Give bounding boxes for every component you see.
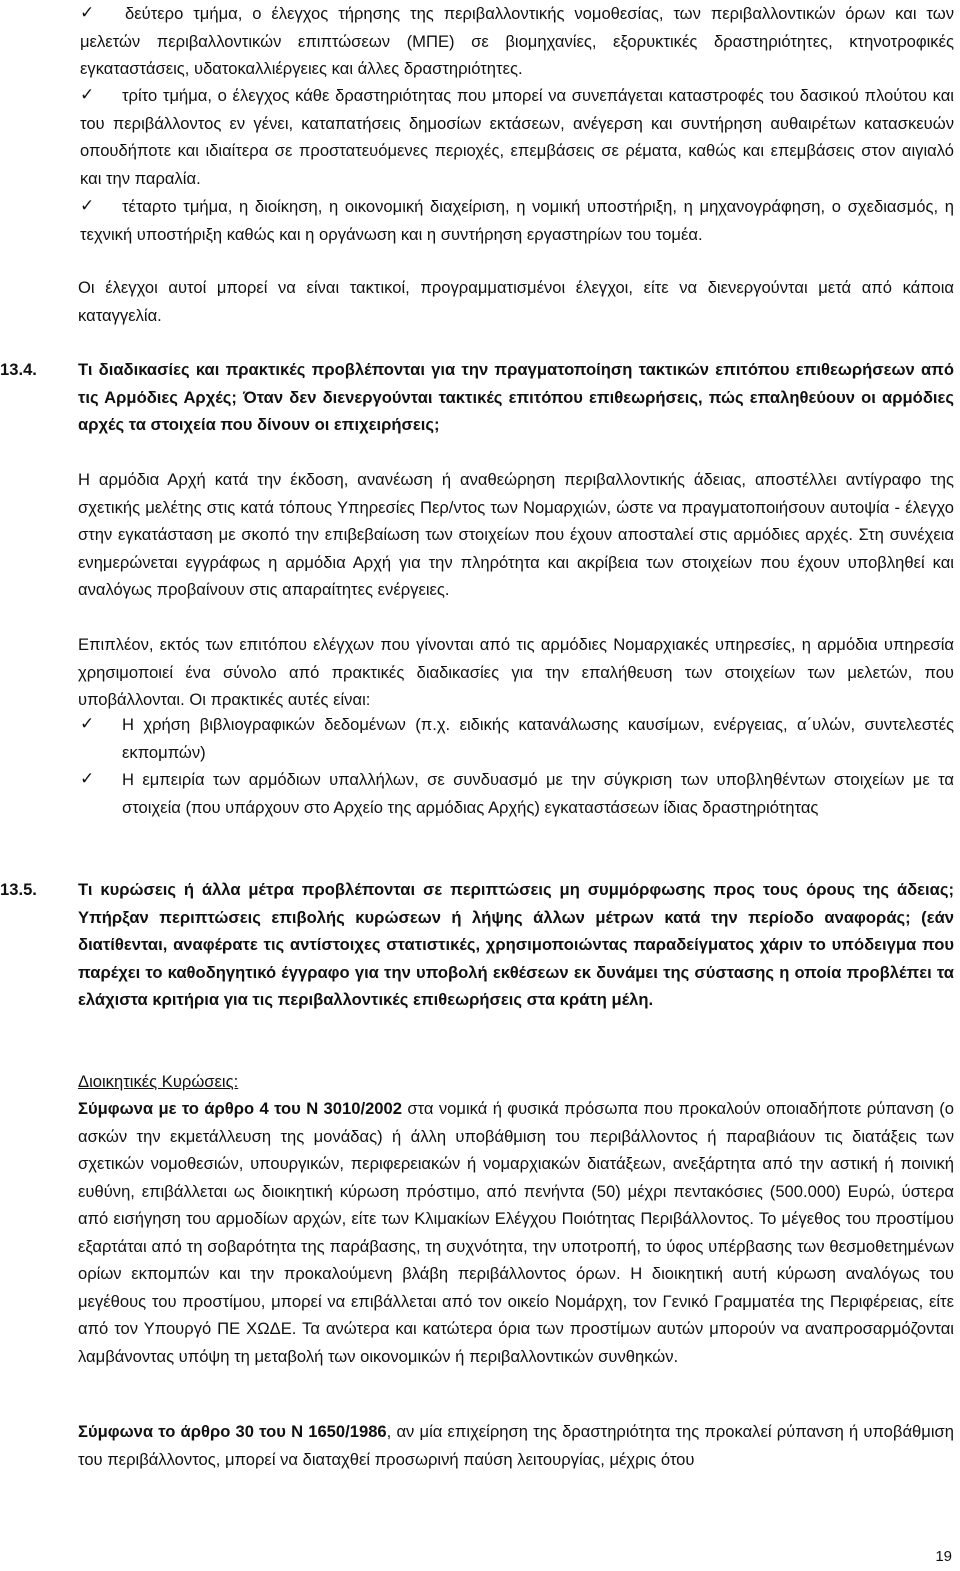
bullet-item: Η χρήση βιβλιογραφικών δεδομένων (π.χ. ειδικής κατανάλωσης καυσίμων, ενέργειας, α΄υλών, συντελεστές εκπομπών) — [122, 715, 954, 762]
law-text: στα νομικά ή φυσικά πρόσωπα που προκαλούν οποιαδήποτε ρύπανση (ο ασκών την εκμετάλλευση της μονάδας) ή άλλη υποβάθμιση του περιβάλλοντος ή παραβιάουν τις διατάξεις των σχετικών νομοθεσιών, υπουργικών, περιφερειακών ή νομαρχιακών διατάξεων, ανεξάρτητα από την αστική ή ποινική ευθύνη, επιβάλλεται ως διοικητική κύρωση πρόστιμο, από πενήντα (50) μέχρι πεντακόσιες (500.000) Ευρώ, ύστερα από εισήγηση του αρμοδίων αρχών, είτε των Κλιμακίων Ελέγχου Ποιότητας Περιβάλλοντος. Το μέγεθος του προστίμου εξαρτάται από τη σοβαρότητα της παράβασης, τη συχνότητα, την υποτροπή, το ύφος υπέρβασης των θεσμοθετημένων ορίων εκπομπών και την προκαλούμενη βλάβη περιβάλλοντος όρων. Η διοικητική αυτή κύρωση αναλόγως του μεγέθους του προστίμου, μπορεί να επιβάλλεται από τον οικείο Νομάρχη, τον Γενικό Γραμματέα της Περιφέρειας, είτε από τον Υπουργό ΠΕ ΧΩΔΕ. Τα ανώτερα και κατώτερα όρια των προστίμων αυτών μπορούν να αναπροσαρμόζονται λαμβάνοντας υπόψη τη μεταβολή των οικονομικών ή περιβαλλοντικών συνθηκών. — [78, 1099, 954, 1366]
bullet-item: δεύτερο τμήμα, ο έλεγχος τήρησης της περιβαλλοντικής νομοθεσίας, των περιβαλλοντικών όρων και των μελετών περιβαλλοντικών επιπτώσεων (ΜΠΕ) σε βιομηχανίες, εξορυκτικές δραστηριότητες, κτηνοτροφικές εγκαταστάσεις, υδατοκαλλιέργειες και άλλες δραστηριότητες. — [80, 4, 954, 78]
paragraph: Επιπλέον, εκτός των επιτόπου ελέγχων που γίνονται από τις αρμόδιες Νομαρχιακές υπηρεσίες, η αρμόδια υπηρεσία χρησιμοποιεί ένα σύνολο από πρακτικές διαδικασίες για την επαλήθευση των στοιχείων των μελετών, που υποβάλλονται. Οι πρακτικές αυτές είναι: — [78, 635, 954, 709]
page-number: 19 — [935, 1548, 952, 1565]
checkmark-icon: ✓ — [80, 85, 95, 105]
checkmark-icon: ✓ — [80, 769, 95, 789]
checkmark-icon: ✓ — [80, 3, 95, 23]
bullet-item: Η εμπειρία των αρμόδιων υπαλλήλων, σε συνδυασμό με την σύγκριση των υποβληθέντων στοιχείων με τα στοιχεία (που υπάρχουν στο Αρχείο της αρμόδιας Αρχής) εγκαταστάσεων ίδιας δραστηριότητας — [122, 770, 954, 817]
section-question: Τι διαδικασίες και πρακτικές προβλέπονται για την πραγματοποίηση τακτικών επιτόπου επιθεωρήσεων από τις Αρμόδιες Αρχές; Όταν δεν διενεργούνται τακτικές επιτόπου επιθεωρήσεις, πώς επαληθεύουν οι αρμόδιες αρχές τα στοιχεία που δίνουν οι επιχειρήσεις; — [78, 360, 954, 434]
law-reference: Σύμφωνα το άρθρο 30 του Ν 1650/1986 — [78, 1422, 387, 1441]
law-paragraph — [78, 1095, 954, 1370]
bullet-item: τέταρτο τμήμα, η διοίκηση, η οικονομική διαχείριση, η νομική υποστήριξη, η μηχανογράφηση, ο σχεδιασμός, η τεχνική υποστήριξη καθώς και η οργάνωση και η συντήρηση εργαστηρίων του τομέα. — [80, 197, 954, 244]
section-number: 13.5. — [0, 880, 37, 899]
law-paragraph — [78, 1418, 954, 1473]
section-question: Τι κυρώσεις ή άλλα μέτρα προβλέπονται σε περιπτώσεις μη συμμόρφωσης προς τους όρους της άδειας; Υπήρξαν περιπτώσεις επιβολής κυρώσεων ή λήψης άλλων μέτρων κατά την περίοδο αναφοράς; (εάν διατίθενται, αναφέρατε τις αντίστοιχες στατιστικές, χρησιμοποιώντας παραδείγματος χάριν το υπόδειγμα που παρέχει το καθοδηγητικό έγγραφο για την υποβολή εκθέσεων εκ δυνάμει της σύστασης η οποία προβλέπει τα ελάχιστα κριτήρια για τις περιβαλλοντικές επιθεωρήσεις στα κράτη μέλη. — [78, 880, 954, 1009]
law-reference: Σύμφωνα με το άρθρο 4 του Ν 3010/2002 — [78, 1099, 402, 1118]
paragraph: Η αρμόδια Αρχή κατά την έκδοση, ανανέωση ή αναθεώρηση περιβαλλοντικής άδειας, αποστέλλει αντίγραφο της σχετικής μελέτης στις κατά τόπους Υπηρεσίες Περ/ντος των Νομαρχιών, ώστε να πραγματοποιήσουν αυτοψία - έλεγχο στην εγκατάσταση με σκοπό την επιβεβαίωση των στοιχείων που έχουν αποσταλεί στις αρμόδιες αρχές. Στη συνέχεια ενημερώνεται εγγράφως η αρμόδια Αρχή για την πληρότητα και ακρίβεια των στοιχείων που έχουν υποβληθεί και αναλόγως προβαίνουν στις απαραίτητες ενέργειες. — [78, 470, 954, 599]
bullet-item: τρίτο τμήμα, ο έλεγχος κάθε δραστηριότητας που μπορεί να συνεπάγεται καταστροφές του δασικού πλούτου και του περιβάλλοντος εν γένει, καταπατήσεις δημοσίων εκτάσεων, ανέγερση και συντήρηση αυθαιρέτων κατασκευών οπουδήποτε και ιδιαίτερα σε προστατευόμενες περιοχές, επεμβάσεις σε ρέματα, καθώς και επεμβάσεις στον αιγιαλό και την παραλία. — [80, 86, 954, 188]
subheading: Διοικητικές Κυρώσεις: — [78, 1072, 239, 1091]
paragraph-checks: Οι έλεγχοι αυτοί μπορεί να είναι τακτικοί, προγραμματισμένοι έλεγχοι, είτε να διενεργούνται μετά από κάποια καταγγελία. — [78, 278, 954, 325]
law-text: , αν μία επιχείρηση της δραστηριότητα της προκαλεί ρύπανση ή υποβάθμιση του περιβάλλοντος, μπορεί να διαταχθεί προσωρινή παύση λειτουργίας, μέχρις ότου — [78, 1422, 954, 1469]
checkmark-icon: ✓ — [80, 714, 95, 734]
section-number: 13.4. — [0, 360, 37, 379]
checkmark-icon: ✓ — [80, 196, 95, 216]
